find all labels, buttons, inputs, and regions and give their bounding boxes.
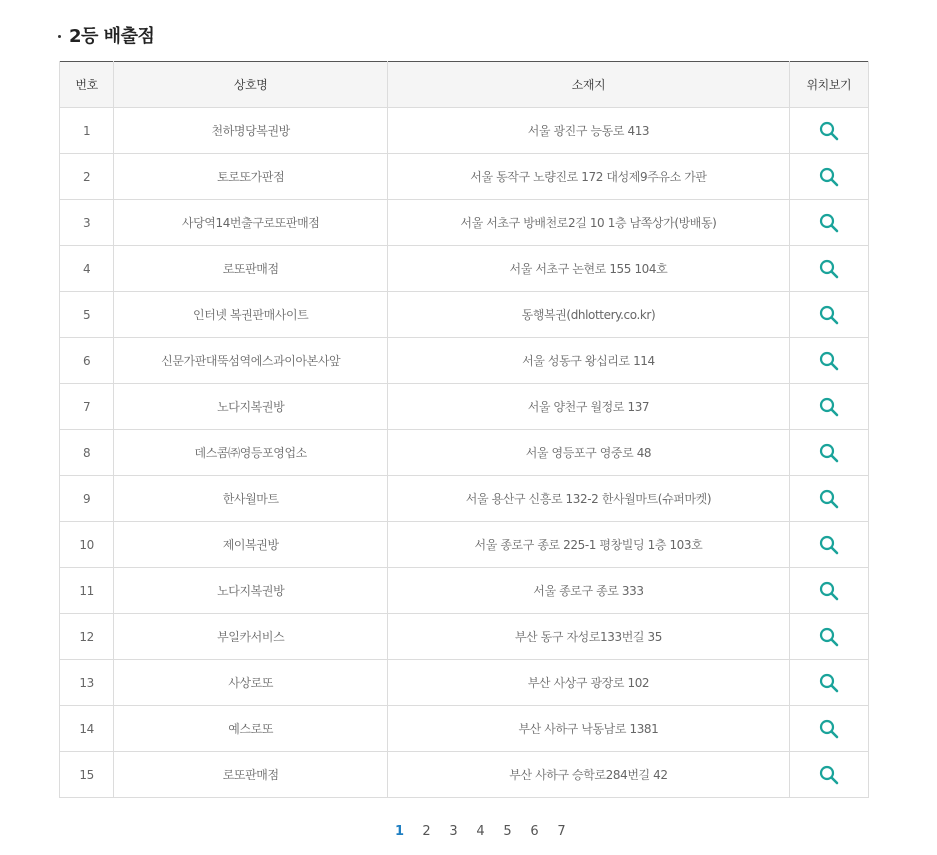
header-number: 번호 bbox=[60, 62, 114, 108]
search-icon bbox=[819, 581, 839, 601]
page-link-5[interactable]: 5 bbox=[503, 824, 512, 839]
store-name: 인터넷 복권판매사이트 bbox=[114, 292, 388, 338]
view-location-button[interactable] bbox=[816, 394, 842, 420]
location-cell bbox=[789, 660, 868, 706]
store-address: 서울 종로구 종로 333 bbox=[388, 568, 789, 614]
location-cell bbox=[789, 338, 868, 384]
location-cell bbox=[789, 292, 868, 338]
location-cell bbox=[789, 430, 868, 476]
location-cell bbox=[789, 614, 868, 660]
search-icon bbox=[819, 673, 839, 693]
store-address: 부산 동구 자성로133번길 35 bbox=[388, 614, 789, 660]
store-address: 서울 성동구 왕십리로 114 bbox=[388, 338, 789, 384]
row-number: 1 bbox=[60, 108, 114, 154]
location-cell bbox=[789, 476, 868, 522]
store-name: 사당역14번출구로또판매점 bbox=[114, 200, 388, 246]
view-location-button[interactable] bbox=[816, 716, 842, 742]
search-icon bbox=[819, 489, 839, 509]
page-link-6[interactable]: 6 bbox=[530, 824, 539, 839]
store-name: 부일카서비스 bbox=[114, 614, 388, 660]
view-location-button[interactable] bbox=[816, 532, 842, 558]
header-location: 위치보기 bbox=[789, 62, 868, 108]
row-number: 12 bbox=[60, 614, 114, 660]
store-name: 로또판매점 bbox=[114, 246, 388, 292]
view-location-button[interactable] bbox=[816, 210, 842, 236]
store-address: 부산 사상구 광장로 102 bbox=[388, 660, 789, 706]
table-header-row bbox=[60, 62, 869, 108]
row-number: 10 bbox=[60, 522, 114, 568]
page-link-7[interactable]: 7 bbox=[557, 824, 566, 839]
store-name: 노다지복권방 bbox=[114, 568, 388, 614]
header-store-name: 상호명 bbox=[114, 62, 388, 108]
search-icon bbox=[819, 351, 839, 371]
table-row bbox=[60, 154, 869, 200]
page-link-2[interactable]: 2 bbox=[422, 824, 431, 839]
table-row bbox=[60, 384, 869, 430]
bullet-dot bbox=[58, 35, 61, 38]
table-row bbox=[60, 522, 869, 568]
search-icon bbox=[819, 397, 839, 417]
store-address: 서울 동작구 노량진로 172 대성제9주유소 가판 bbox=[388, 154, 789, 200]
store-name: 신문가판대뚝섬역에스과이아본사앞 bbox=[114, 338, 388, 384]
store-name: 노다지복권방 bbox=[114, 384, 388, 430]
store-address: 서울 영등포구 영중로 48 bbox=[388, 430, 789, 476]
row-number: 5 bbox=[60, 292, 114, 338]
location-cell bbox=[789, 108, 868, 154]
table-row bbox=[60, 614, 869, 660]
search-icon bbox=[819, 259, 839, 279]
search-icon bbox=[819, 305, 839, 325]
location-cell bbox=[789, 752, 868, 798]
store-name: 데스콤㈜영등포영업소 bbox=[114, 430, 388, 476]
search-icon bbox=[819, 535, 839, 555]
section-title: 2등 배출점 bbox=[69, 26, 155, 47]
location-cell bbox=[789, 154, 868, 200]
view-location-button[interactable] bbox=[816, 762, 842, 788]
view-location-button[interactable] bbox=[816, 670, 842, 696]
page-link-3[interactable]: 3 bbox=[449, 824, 458, 839]
store-address: 서울 광진구 능동로 413 bbox=[388, 108, 789, 154]
search-icon bbox=[819, 765, 839, 785]
store-address: 부산 사하구 낙동남로 1381 bbox=[388, 706, 789, 752]
view-location-button[interactable] bbox=[816, 486, 842, 512]
search-icon bbox=[819, 627, 839, 647]
section-header bbox=[58, 22, 154, 48]
search-icon bbox=[819, 443, 839, 463]
view-location-button[interactable] bbox=[816, 578, 842, 604]
store-name: 한사월마트 bbox=[114, 476, 388, 522]
search-icon bbox=[819, 167, 839, 187]
pagination bbox=[0, 824, 937, 839]
table-row bbox=[60, 108, 869, 154]
search-icon bbox=[819, 719, 839, 739]
location-cell bbox=[789, 706, 868, 752]
store-address: 서울 종로구 종로 225-1 평창빌딩 1층 103호 bbox=[388, 522, 789, 568]
store-address: 부산 사하구 승학로284번길 42 bbox=[388, 752, 789, 798]
table-row bbox=[60, 246, 869, 292]
store-name: 천하명당복권방 bbox=[114, 108, 388, 154]
row-number: 14 bbox=[60, 706, 114, 752]
row-number: 7 bbox=[60, 384, 114, 430]
page-link-4[interactable]: 4 bbox=[476, 824, 485, 839]
row-number: 2 bbox=[60, 154, 114, 200]
table-row bbox=[60, 200, 869, 246]
store-address: 동행복권(dhlottery.co.kr) bbox=[388, 292, 789, 338]
row-number: 8 bbox=[60, 430, 114, 476]
second-prize-table bbox=[59, 61, 869, 798]
location-cell bbox=[789, 522, 868, 568]
location-cell bbox=[789, 200, 868, 246]
location-cell bbox=[789, 384, 868, 430]
view-location-button[interactable] bbox=[816, 118, 842, 144]
row-number: 13 bbox=[60, 660, 114, 706]
store-name: 사상로또 bbox=[114, 660, 388, 706]
row-number: 6 bbox=[60, 338, 114, 384]
store-address: 서울 서초구 방배천로2길 10 1층 남쪽상가(방배동) bbox=[388, 200, 789, 246]
view-location-button[interactable] bbox=[816, 624, 842, 650]
store-address: 서울 서초구 논현로 155 104호 bbox=[388, 246, 789, 292]
row-number: 4 bbox=[60, 246, 114, 292]
view-location-button[interactable] bbox=[816, 256, 842, 282]
view-location-button[interactable] bbox=[816, 164, 842, 190]
table-row bbox=[60, 660, 869, 706]
search-icon bbox=[819, 121, 839, 141]
row-number: 11 bbox=[60, 568, 114, 614]
view-location-button[interactable] bbox=[816, 440, 842, 466]
location-cell bbox=[789, 246, 868, 292]
table-row bbox=[60, 706, 869, 752]
table-row bbox=[60, 430, 869, 476]
view-location-button[interactable] bbox=[816, 348, 842, 374]
search-icon bbox=[819, 213, 839, 233]
view-location-button[interactable] bbox=[816, 302, 842, 328]
store-address: 서울 용산구 신흥로 132-2 한사월마트(슈퍼마켓) bbox=[388, 476, 789, 522]
row-number: 3 bbox=[60, 200, 114, 246]
location-cell bbox=[789, 568, 868, 614]
store-name: 제이복권방 bbox=[114, 522, 388, 568]
table-row bbox=[60, 292, 869, 338]
table-row bbox=[60, 752, 869, 798]
row-number: 9 bbox=[60, 476, 114, 522]
header-address: 소재지 bbox=[388, 62, 789, 108]
store-name: 로또판매점 bbox=[114, 752, 388, 798]
page-link-1[interactable]: 1 bbox=[394, 824, 405, 839]
store-name: 토로또가판점 bbox=[114, 154, 388, 200]
row-number: 15 bbox=[60, 752, 114, 798]
table-row bbox=[60, 568, 869, 614]
table-row bbox=[60, 476, 869, 522]
store-address: 서울 양천구 월정로 137 bbox=[388, 384, 789, 430]
table-row bbox=[60, 338, 869, 384]
store-name: 예스로또 bbox=[114, 706, 388, 752]
